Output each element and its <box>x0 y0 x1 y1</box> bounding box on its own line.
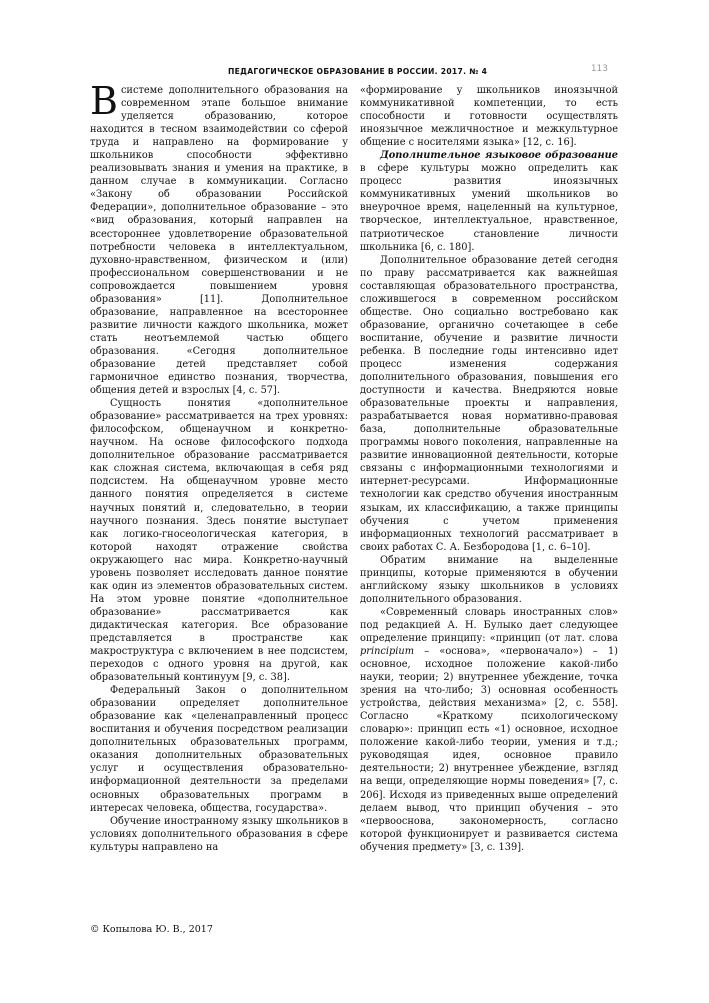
paragraph-principles-intro: Обратим внимание на выделенные принципы, которые применяются в обучении английскому языку школьников в условиях дополнительного образования. <box>360 554 618 605</box>
journal-title: ПЕДАГОГИЧЕСКОЕ ОБРАЗОВАНИЕ В РОССИИ. 2017. № 4 <box>228 67 488 76</box>
paragraph-intro <box>90 79 348 397</box>
copyright-footer: © Копылова Ю. В., 2017 <box>90 924 213 935</box>
paragraph-essence: Сущность понятия «дополнительное образование» рассматривается на трех уровнях: философском, общенаучном и конкретно-научном. На основе философского подхода дополнительное образование рассматривается как сложная система, включающая в себя ряд подсистем. На общенаучном уровне место данного понятия определяется в системе научных понятий и, следовательно, в теории научного познания. Здесь понятие выступает как логико-гносеологическая категория, в которой находят отражение свойства окружающего нас мира. Конкретно-научный уровень позволяет исследовать данное понятие как один из элементов образовательных систем. На этом уровне понятие «дополнительное образование» рассматривается как дидактическая категория. Все образование представляется в пространстве как макроструктура с включением в нее подсистем, переходов с одного уровня на другой, как образовательный континуум [9, с. 38]. <box>90 398 348 684</box>
latin-term: principium <box>360 646 415 658</box>
principle-text-a: «Современный словарь иностранных слов» под редакцией А. Н. Булыко дает следующее определение принципу: «принцип (от лат. слова <box>360 606 618 644</box>
paragraph-intro-text: системе дополнительного образования на современном этапе большое внимание уделяется образованию, которое находится в тесном взаимодействии со сферой труда и направлено на формирование у школьников способности эффективно реализовывать знания и умения на практике, в данном случае в коммуникации. Согласно «Закону об образовании Российской Федерации», дополнительное образование – это «вид образования, который направлен на всестороннее удовлетворение образовательной потребности человека в интеллектуальном, духовно-нравственном, физическом и (или) профессиональном совершенствовании и не сопровождается повышением уровня образования» [11]. Дополнительное образование, направленное на всестороннее развитие личности каждого школьника, может стать неотъемлемой частью общего образования. «Сегодня дополнительное образование детей представляет собой гармоничное единство познания, творчества, общения детей и взрослых [4, с. 57]. <box>90 85 348 397</box>
paragraph-federal-law: Федеральный Закон о дополнительном образовании определяет дополнительное образование как «целенаправленный процесс воспитания и обучения посредством реализации дополнительных образовательных программ, оказания дополнительных образовательных услуг и осуществления образовательно-информационной деятельности за пределами основных образовательных программ в интересах человека, общества, государства». <box>90 685 348 814</box>
paragraph-teaching: Обучение иностранному языку школьников в условиях дополнительного образования в сфере культуры направлено на <box>90 815 348 853</box>
paragraph-continuation: «формирование у школьников иноязычной коммуникативной компетенции, то есть способности и готовности осуществлять иноязычное межличностное и межкультурное общение с носителями языка» [12, с. 16]. <box>360 85 618 149</box>
drop-cap: В <box>90 79 118 123</box>
left-column <box>90 79 348 854</box>
principle-text-b: – «основа», «первоначало») – 1) основное, исходное положение какой-либо науки, теории; 2) внутреннее убеждение, точка зрения на что-либо; 3) основная особенность устройства, действия механизма» [2, с. 558]. Согласно «Краткому психологическому словарю»: принцип есть «1) основное, исходное положение какой-либо теории, умения и т.д.; руководящая идея, основное правило деятельности; 2) внутреннее убеждение, взгляд на вещи, определяющие нормы поведения» [7, с. 206]. Исходя из приведенных выше определений делаем вывод, что принцип обучения – это «первооснова, закономерность, согласно которой функционирует и развивается система обучения предмету» [3, с. 139]. <box>360 646 618 853</box>
paragraph-modern-education: Дополнительное образование детей сегодня по праву рассматривается как важнейшая составляющая образовательного пространства, сложившегося в современном российском обществе. Оно социально востребовано как образование, органично сочетающее в себе воспитание, обучение и развитие личности ребенка. В последние годы интенсивно идет процесс изменения содержания дополнительного образования, повышения его доступности и качества. Внедряются новые образовательные проекты и направления, разрабатывается новая нормативно-правовая база, дополнительные образовательные программы нового поколения, направленные на развитие инновационной деятельности, которые связаны с информационными технологиями и интернет-ресурсами. Информационные технологии как средство обучения иностранным языкам, их классификацию, а также принципы обучения с учетом применения информационных технологий рассматривает в своих работах С. А. Безбородова [1, с. 6–10]. <box>360 254 618 553</box>
definition-text: в сфере культуры можно определить как процесс развития иноязычных коммуникативных умений школьников во внеурочное время, нацеленный на культурное, творческое, интеллектуальное, нравственное, патриотическое становление личности школьника [6, с. 180]. <box>360 163 618 253</box>
right-column <box>360 84 618 854</box>
running-header <box>90 64 620 80</box>
defined-term: Дополнительное языковое образование <box>380 150 618 162</box>
paragraph-definition <box>360 149 618 253</box>
paragraph-principle-definition <box>360 606 618 854</box>
page-number: 113 <box>590 64 608 74</box>
